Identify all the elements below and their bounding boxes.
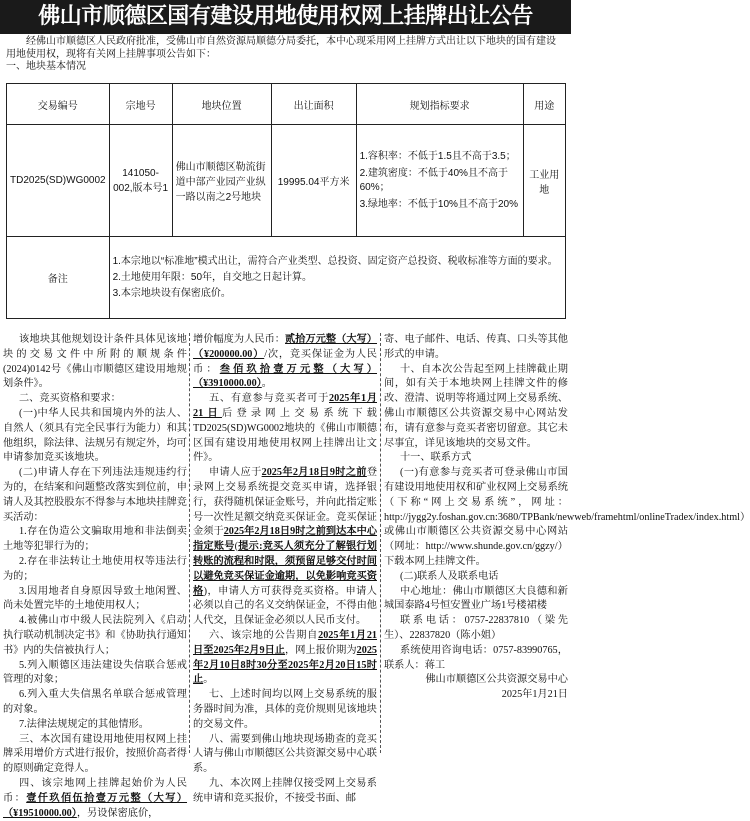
land-use-cell: 工业用地 <box>523 125 565 237</box>
text: 五、有意参与竞买者可于 <box>209 393 329 405</box>
paragraph: 该地块其他规划设计条件具体见该地块的交易文件中所附的顺规条件(2024)0142号《佛山市顺德区建设用地规划条件》。 <box>3 334 187 390</box>
application-deadline: 2025年2月18日9时之前 <box>261 467 367 479</box>
text: ，另设保密底价， <box>76 807 159 819</box>
column-2 <box>193 333 378 804</box>
bidding-period: 2025年2月10日8时30分至2025年2月20日15时止 <box>193 644 378 686</box>
text: ( <box>234 541 239 553</box>
text: 。 <box>261 378 272 390</box>
paragraph <box>193 466 377 629</box>
paragraph: 八、需要到佛山地块现场勘查的竞买人请与佛山市顺德区公共资源交易中心联系。 <box>193 733 377 775</box>
issue-date: 2025年1月21日 <box>501 689 568 701</box>
paragraph <box>193 333 377 392</box>
paragraph <box>193 392 377 466</box>
remark-line: 3.本宗地块设有保密底价。 <box>112 287 231 299</box>
trade-code-cell: TD2025(SD)WG0002 <box>7 125 110 237</box>
remarks-cell <box>109 237 565 319</box>
location-cell: 佛山市顺德区勒流街道中部产业园产业纵一路以南之2号地块 <box>172 125 271 237</box>
remark-line: 1.本宗地以“标准地”模式出让，需符合产业类型、总投资、固定资产总投资、税收标准等方面的要求。 <box>112 255 558 267</box>
header-cell: 出让面积 <box>271 84 356 125</box>
parcel-table <box>6 83 566 319</box>
paragraph: 6.列入重大失信黑名单联合惩戒管理的对象。 <box>3 689 187 715</box>
text: 后登录网上交易系统下载TD2025(SD)WG0002地块的《佛山市顺德区国有建设用地使用权网上挂牌出让文件》。 <box>193 407 377 464</box>
planning-requirements-cell <box>356 125 523 237</box>
deposit-amount: 叁佰玖拾壹万元整（大写）（¥3910000.00） <box>193 363 378 390</box>
paragraph: 5.列入顺德区违法建设失信联合惩戒管理的对象； <box>3 659 187 686</box>
page-title: 佛山市顺德区国有建设用地使用权网上挂牌出让公告 <box>0 0 571 34</box>
text: 四、该宗地网上挂牌起始价为人民币： <box>3 777 187 804</box>
issuer-signature: 佛山市顺德区公共资源交易中心 <box>425 674 568 686</box>
paragraph: 七、上述时间均以网上交易系统的服务器时间为准，具体的竞价规则见该地块的交易文件。 <box>193 689 377 730</box>
section-heading: 十一、联系方式 <box>400 452 472 464</box>
header-cell: 交易编号 <box>7 84 110 125</box>
column-divider <box>189 333 190 753</box>
paragraph: 十、自本次公告起至网上挂牌截止期间，如有关于本地块网上挂牌文件的修改、澄清、说明等将通过网上交易系统、佛山市顺德区公共资源交易中心网站发布，请有意参与竞买者密切留意。其它未尽事宜，详见该地块的交易文件。 <box>384 363 568 449</box>
parcel-number-cell: 141050-002,版本号1 <box>109 125 172 237</box>
paragraph: 7.法律法规规定的其他情形。 <box>19 718 149 730</box>
paragraph: 4.被佛山市中级人民法院列入《启动执行联动机制决定书》和《协助执行通知书》内的失信被执行人； <box>3 615 187 656</box>
paragraph: 2.存在非法转让土地使用权等违法行为的； <box>3 555 187 582</box>
intro <box>6 36 564 74</box>
text: )，申请人方可获得竞买资格。申请人必须以自己的名义交纳保证金，不得由他人代交，且保证金必须以人民币支付。 <box>193 585 377 627</box>
deposit-tip: 提示:竞买人须充分了解银行划转账的流程和时限，须预留足够交付时间以避免竞买保证金逾期，以免影响竞买资格 <box>193 541 377 597</box>
text: /次，竞买保证金为人民币： <box>193 348 377 375</box>
paragraph: 3.因用地者自身原因导致土地闲置、尚未处置完毕的土地使用权人； <box>3 585 187 612</box>
paragraph: 三、本次国有建设用地使用权网上挂牌采用增价方式进行报价，按照价高者得的原则确定竞得人。 <box>3 733 187 775</box>
paragraph: (一)有意参与竞买者可登录佛山市国有建设用地使用权和矿业权网上交易系统（下称“网上交易系统”，网址：http://jygg2y.foshan.gov.cn:3680/TPBank/newweb/framehtml/onlineTradex/index.html）或佛山市顺德区公共资源交易中心网站（网址：http://www.shunde.gov.cn/ggzy/）下载本网上挂牌文件。 <box>384 467 750 567</box>
paragraph <box>193 629 377 688</box>
header-cell: 地块位置 <box>172 84 271 125</box>
header-cell: 规划指标要求 <box>356 84 523 125</box>
paragraph: 1.存在伪造公文骗取用地和非法倒卖土地等犯罪行为的； <box>3 526 187 553</box>
paragraph: (二)申请人存在下列违法违规违约行为的，在结案和问题整改落实到位前，申请人及其控股股东不得参与本地块挂牌竞买活动： <box>3 467 187 523</box>
requirement-line: 1.容积率：不低于1.5且不高于3.5； <box>359 150 516 162</box>
paragraph: 联系电话：0757-22837810（梁先生）、22837820（陈小姐） <box>384 615 568 641</box>
paragraph: (二)联系人及联系电话 <box>400 570 499 582</box>
paragraph <box>3 777 187 821</box>
text: 。 <box>203 674 214 686</box>
area-cell: 19995.04平方米 <box>271 125 356 237</box>
table-header-row <box>7 84 566 125</box>
remarks-label: 备注 <box>7 237 110 319</box>
paragraph: (一)中华人民共和国境内外的法人、自然人（须具有完全民事行为能力）和其他组织，除法律、法规另有规定外，均可申请参加竞买该地块。 <box>3 407 187 464</box>
column-divider <box>380 333 381 753</box>
announcement-period: 2025年1月21日至2025年2月9日止 <box>193 629 378 656</box>
column-3 <box>384 333 750 753</box>
download-date: 2025年1月21日 <box>193 393 378 419</box>
starting-price: 壹仟玖佰伍拾壹万元整（大写）（¥19510000.00） <box>3 792 188 819</box>
header-cell: 宗地号 <box>109 84 172 125</box>
column-1 <box>3 333 188 819</box>
text: 六、该宗地的公告期自 <box>209 629 319 641</box>
header-cell: 用途 <box>523 84 565 125</box>
remark-line: 2.土地使用年限：50年，自交地之日起计算。 <box>112 271 313 283</box>
requirement-line: 2.建筑密度：不低于40%且不高于60%； <box>359 167 508 193</box>
paragraph: 系统使用咨询电话：0757-83990765，联系人：蒋工 <box>384 644 568 671</box>
table-row <box>7 125 566 237</box>
paragraph: 九、本次网上挂牌仅接受网上交易系统申请和竞买报价，不接受书面、邮 <box>193 777 377 804</box>
increment-amount: 贰拾万元整（大写）（¥200000.00） <box>193 334 378 360</box>
section-heading: 二、竞买资格和要求： <box>19 393 121 405</box>
text: ，网上报价期为 <box>285 644 357 656</box>
text: 申请人应于 <box>209 467 262 479</box>
intro-paragraph: 经佛山市顺德区人民政府批准，受佛山市自然资源局顺德分局委托，本中心现采用网上挂牌方式出让以下地块的国有建设用地使用权，现将有关网上挂牌事项公告如下： <box>6 36 556 60</box>
text: 增价幅度为人民币： <box>193 334 286 345</box>
section-heading: 一、地块基本情况 <box>6 61 86 72</box>
remarks-row <box>7 237 566 319</box>
paragraph: 寄、电子邮件、电话、传真、口头等其他形式的申请。 <box>384 334 568 360</box>
paragraph: 中心地址：佛山市顺德区大良德和新城国泰路4号恒安置业广场1号楼裙楼 <box>384 585 568 612</box>
announcement-body <box>3 333 750 819</box>
deposit-deadline: 2025年2月18日9时之前到达本中心指定账号 <box>193 526 378 553</box>
text: 登录网上交易系统提交竞买申请，选择银行，获得随机保证金账号，并向此指定账号一次性足额交纳竞买保证金。竞买保证金须于 <box>193 467 378 538</box>
requirement-line: 3.绿地率：不低于10%且不高于20% <box>359 198 518 210</box>
